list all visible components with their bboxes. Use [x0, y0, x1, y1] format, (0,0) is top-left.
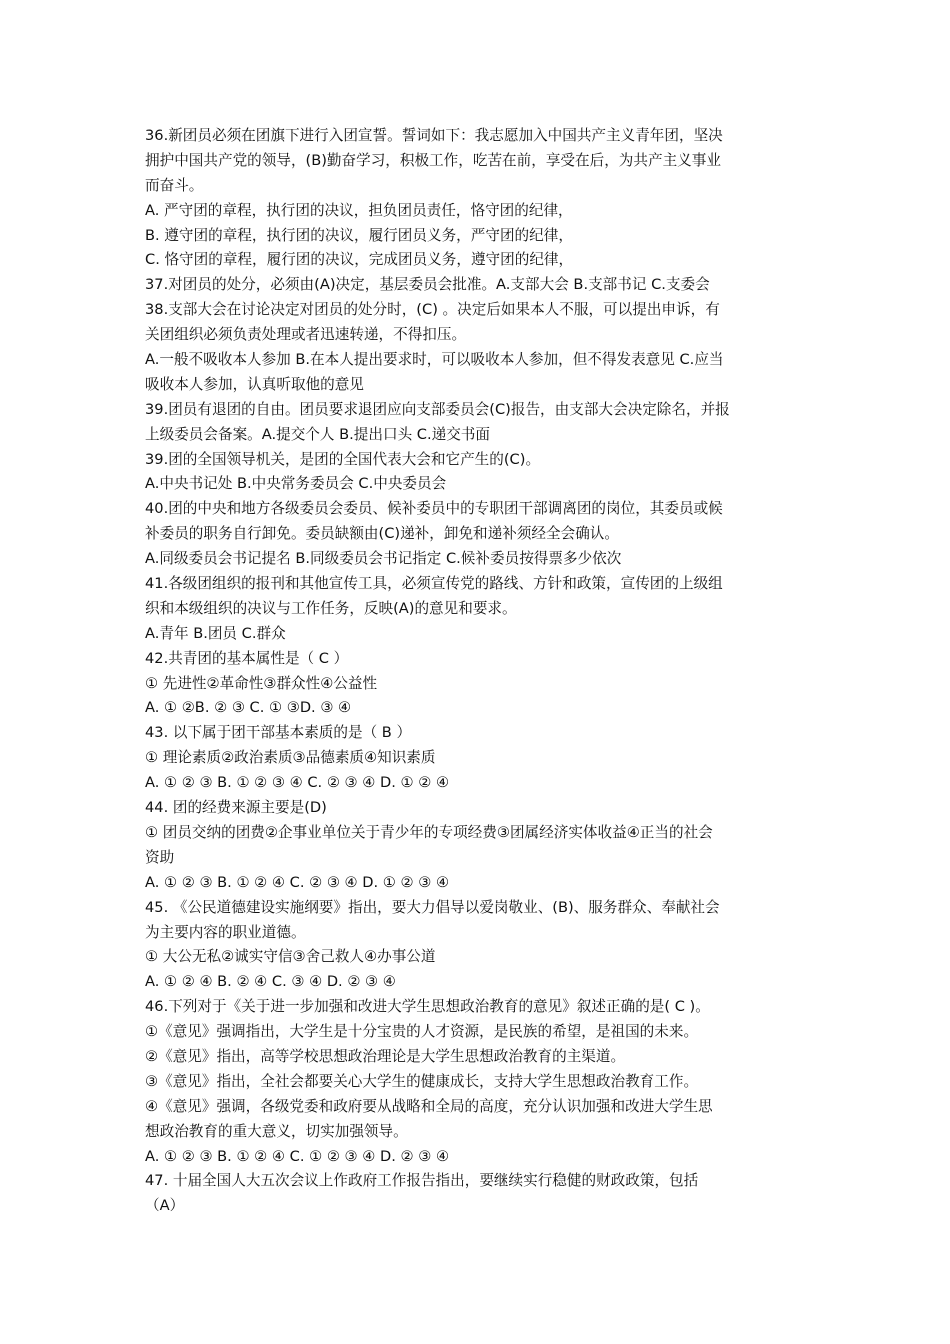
text-line: 39.团的全国领导机关，是团的全国代表大会和它产生的(C)。	[145, 450, 541, 468]
document-page	[145, 124, 810, 1219]
text-line: B. 遵守团的章程，执行团的决议，履行团员义务，严守团的纪律，	[145, 226, 573, 244]
text-line: 42.共青团的基本属性是（ C ）	[145, 649, 349, 667]
text-line: ④《意见》强调，各级党委和政府要从战略和全局的高度，充分认识加强和改进大学生思	[145, 1097, 713, 1115]
text-line: 46.下列对于《关于进一步加强和改进大学生思想政治教育的意见》叙述正确的是( C )。	[145, 998, 710, 1016]
text-line: 吸收本人参加，认真听取他的意见	[145, 375, 364, 393]
text-line: 45. 《公民道德建设实施纲要》指出，要大力倡导以爱岗敬业、(B)、服务群众、奉献社会	[145, 898, 720, 916]
text-line: 织和本级组织的决议与工作任务，反映(A)的意见和要求。	[145, 599, 517, 617]
text-line: 为主要内容的职业道德。	[145, 923, 306, 941]
text-line: 43. 以下属于团干部基本素质的是（ B ）	[145, 724, 412, 742]
text-line: 想政治教育的重大意义，切实加强领导。	[145, 1122, 408, 1140]
text-line: 上级委员会备案。A.提交个人 B.提出口头 C.递交书面	[145, 425, 490, 443]
text-line: ① 理论素质②政治素质③品德素质④知识素质	[145, 749, 436, 767]
text-line: A. ① ② ③ B. ① ② ④ C. ① ② ③ ④ D. ② ③ ④	[145, 1147, 450, 1165]
text-line: ① 团员交纳的团费②企事业单位关于青少年的专项经费③团属经济实体收益④正当的社会	[145, 823, 713, 841]
text-line: 38.支部大会在讨论决定对团员的处分时，(C) 。决定后如果本人不服，可以提出申诉，有	[145, 301, 720, 319]
text-line: A.一般不吸收本人参加 B.在本人提出要求时，可以吸收本人参加，但不得发表意见 C.应当	[145, 351, 724, 369]
text-line: C. 恪守团的章程，履行团的决议，完成团员义务，遵守团的纪律，	[145, 251, 574, 269]
text-line: 39.团员有退团的自由。团员要求退团应向支部委员会(C)报告，由支部大会决定除名，并报	[145, 400, 730, 418]
text-line: A.青年 B.团员 C.群众	[145, 624, 286, 642]
text-line: 37.对团员的处分，必须由(A)决定，基层委员会批准。A.支部大会 B.支部书记 C.支委会	[145, 276, 710, 294]
text-line: 而奋斗。	[145, 176, 204, 194]
text-line: A. ① ② ④ B. ② ④ C. ③ ④ D. ② ③ ④	[145, 973, 396, 991]
text-line: A. ① ② ③ B. ① ② ④ C. ② ③ ④ D. ① ② ③ ④	[145, 873, 450, 891]
text-line: 41.各级团组织的报刊和其他宣传工具，必须宣传党的路线、方针和政策，宣传团的上级组	[145, 575, 723, 593]
text-line: 44. 团的经费来源主要是(D)	[145, 799, 327, 817]
text-line: ① 先进性②革命性③群众性④公益性	[145, 674, 378, 692]
text-line: ③《意见》指出，全社会都要关心大学生的健康成长，支持大学生思想政治教育工作。	[145, 1072, 699, 1090]
text-line: 资助	[145, 848, 175, 866]
text-line: A. ① ② ③ B. ① ② ③ ④ C. ② ③ ④ D. ① ② ④	[145, 774, 450, 792]
text-line: A. ① ②B. ② ③ C. ① ③D. ③ ④	[145, 699, 352, 717]
text-line: 47. 十届全国人大五次会议上作政府工作报告指出，要继续实行稳健的财政政策，包括	[145, 1172, 699, 1190]
text-line: ②《意见》指出，高等学校思想政治理论是大学生思想政治教育的主渠道。	[145, 1047, 626, 1065]
text-line: 36.新团员必须在团旗下进行入团宣誓。誓词如下：我志愿加入中国共产主义青年团，坚决	[145, 127, 723, 144]
text-line: A.同级委员会书记提名 B.同级委员会书记指定 C.候补委员按得票多少依次	[145, 550, 622, 568]
text-line: 补委员的职务自行卸免。委员缺额由(C)递补，卸免和递补须经全会确认。	[145, 525, 619, 543]
text-line: ① 大公无私②诚实守信③舍己救人④办事公道	[145, 948, 436, 966]
text-line: ①《意见》强调指出，大学生是十分宝贵的人才资源，是民族的希望，是祖国的未来。	[145, 1023, 699, 1041]
text-line: A.中央书记处 B.中央常务委员会 C.中央委员会	[145, 475, 447, 493]
text-line: 40.团的中央和地方各级委员会委员、候补委员中的专职团干部调离团的岗位，其委员或候	[145, 500, 723, 518]
text-line: 关团组织必须负责处理或者迅速转递，不得扣压。	[145, 326, 467, 344]
text-line: A. 严守团的章程，执行团的决议，担负团员责任，恪守团的纪律，	[145, 201, 573, 219]
text-line: 拥护中国共产党的领导，(B)勤奋学习，积极工作，吃苦在前，享受在后，为共产主义事业	[145, 151, 721, 169]
text-line: （A）	[145, 1197, 185, 1215]
